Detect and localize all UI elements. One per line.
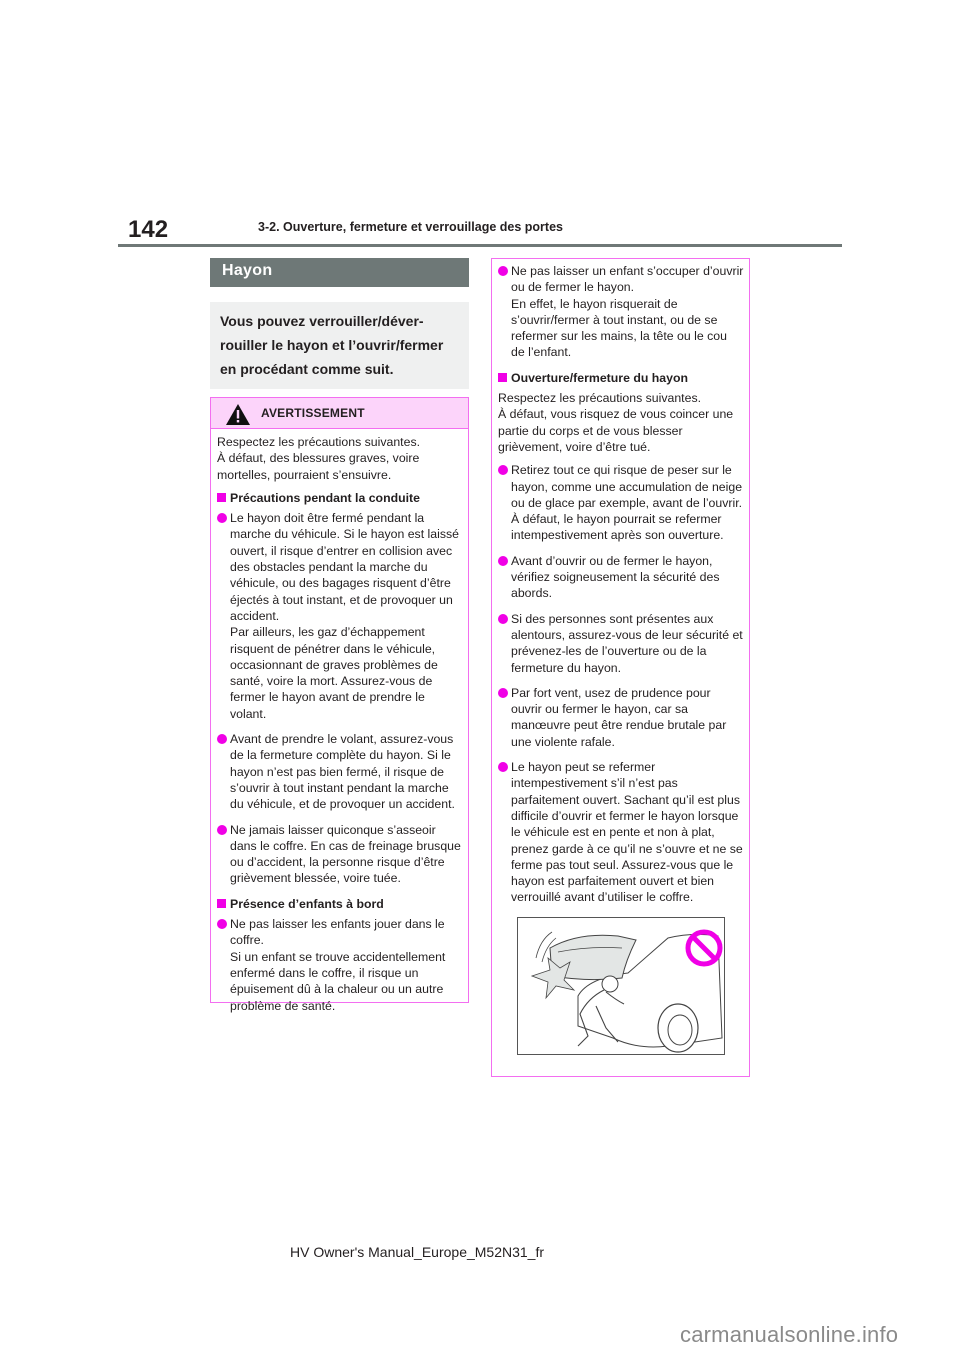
subheading-text: Précautions pendant la conduite [230,490,420,505]
header-rule [118,244,842,247]
warning-body-left [211,429,468,1014]
paragraph-text: À défaut, vous risquez de vous coincer une partie du corps et de vous blesser grièvement, voire d’être tué. [498,407,734,454]
bullet-item [498,611,744,676]
round-bullet-icon [498,266,508,276]
warning-box [210,397,469,1013]
warning-header [211,398,468,429]
bullet-item [217,822,463,887]
bullet-text: Par ailleurs, les gaz d’échappement risquent de pénétrer dans le véhicule, occasionnant de graves problèmes de santé, voire la mort. Assurez-vous de fermer le hayon avant de prendre le volant. [230,625,438,721]
warning-body-right [492,259,749,906]
right-column [491,258,750,1077]
bullet-item [217,510,463,722]
bullet-item [217,916,463,1014]
warning-intro [217,434,463,483]
round-bullet-icon [498,556,508,566]
bullet-text: Avant d’ouvrir ou de fermer le hayon, vérifiez soigneusement la sécurité des abords. [511,553,720,601]
warning-intro-line: Respectez les précautions suivantes. [217,435,421,449]
subheading-text: Présence d’enfants à bord [230,896,384,911]
watermark: carmanualsonline.info [680,1322,899,1347]
car-tailgate-illustration [518,918,724,1054]
section-heading-bar: Hayon [210,258,469,287]
bullet-text: Si des personnes sont présentes aux alentours, assurez-vous de leur sécurité et prévenez-les de l’ouverture ou de la fermeture du hayon. [511,611,743,675]
round-bullet-icon [498,465,508,475]
bullet-text: Si un enfant se trouve accidentellement enfermé dans le coffre, il risque un épuisement dû à la chaleur ou un autre problème de santé. [230,949,446,1013]
square-bullet-icon [498,373,507,382]
bullet-text: Retirez tout ce qui risque de peser sur le hayon, comme une accumulation de neige ou de glace par exemple, avant de l’ouvrir. À défaut, le hayon pourrait se refermer intempestivement après son ouverture. [511,463,743,543]
warning-triangle-icon [226,404,250,425]
section-title: 3-2. Ouverture, fermeture et verrouillage des portes [258,220,563,234]
manual-identifier: HV Owner's Manual_Europe_M52N31_fr [290,1244,545,1260]
bullet-text: Le hayon peut se refermer intempestivement s’il n’est pas parfaitement ouvert. Sachant qu’il est plus difficile d’ouvrir et fermer le hayon lorsque le véhicule est en pente et non à plat, prenez garde à ce qu’il ne s’ouvre et ne se ferme pas tout seul. Assurez-vous que le hayon est parfaitement ouvert et bien verrouillé avant d’utiliser le coffre. [511,760,743,905]
paragraph [498,390,744,455]
left-column [210,258,469,1013]
square-bullet-icon [217,493,226,502]
section-intro: Vous pouvez verrouiller/déver-rouiller le hayon et l’ouvrir/fermer en procédant comme suit. [210,302,469,389]
warning-box-continued [491,258,750,1077]
round-bullet-icon [217,734,227,744]
square-bullet-icon [217,899,226,908]
bullet-text: Ne jamais laisser quiconque s’asseoir dans le coffre. En cas de freinage brusque ou d’accident, la personne risque d’être grièvement blessée, voire tuée. [230,822,461,886]
bullet-item [498,759,744,906]
tailgate-warning-illustration [517,917,725,1055]
subheading [217,490,463,506]
subheading-text: Ouverture/fermeture du hayon [511,370,688,385]
warning-label: AVERTISSEMENT [261,406,365,420]
bullet-text: En effet, le hayon risquerait de s’ouvrir/fermer à tout instant, ou de se refermer sur les mains, la tête ou le cou de l’enfant. [511,296,727,360]
bullet-text: Le hayon doit être fermé pendant la marche du véhicule. Si le hayon est laissé ouvert, il risque d’entrer en collision avec des obstacles pendant la marche du véhicule, ou des bagages risquent d’être éjectés à tout instant, et de provoquer un accident. [230,511,459,623]
round-bullet-icon [498,762,508,772]
bullet-text: Avant de prendre le volant, assurez-vous de la fermeture complète du hayon. Si le hayon n’est pas bien fermé, il risque de s’ouvrir à tout instant pendant la marche du véhicule, et de provoquer un accident. [230,732,455,812]
subheading [217,896,463,912]
paragraph-text: Respectez les précautions suivantes. [498,391,702,406]
bullet-item [498,462,744,543]
round-bullet-icon [498,614,508,624]
round-bullet-icon [498,688,508,698]
round-bullet-icon [217,513,227,523]
page-number: 142 [128,216,169,243]
subheading [498,370,744,386]
round-bullet-icon [217,825,227,835]
bullet-item [498,553,744,602]
bullet-text: Par fort vent, usez de prudence pour ouvrir ou fermer le hayon, car sa manœuvre peut être rendue brutale par une violente rafale. [511,685,727,749]
bullet-item [217,731,463,812]
bullet-text: Ne pas laisser un enfant s’occuper d’ouvrir ou de fermer le hayon. [511,264,744,295]
bullet-text: Ne pas laisser les enfants jouer dans le coffre. [230,917,445,948]
round-bullet-icon [217,919,227,929]
bullet-item [498,263,744,361]
warning-intro-line: À défaut, des blessures graves, voire mortelles, pourraient s’ensuivre. [217,451,420,482]
bullet-item [498,685,744,750]
